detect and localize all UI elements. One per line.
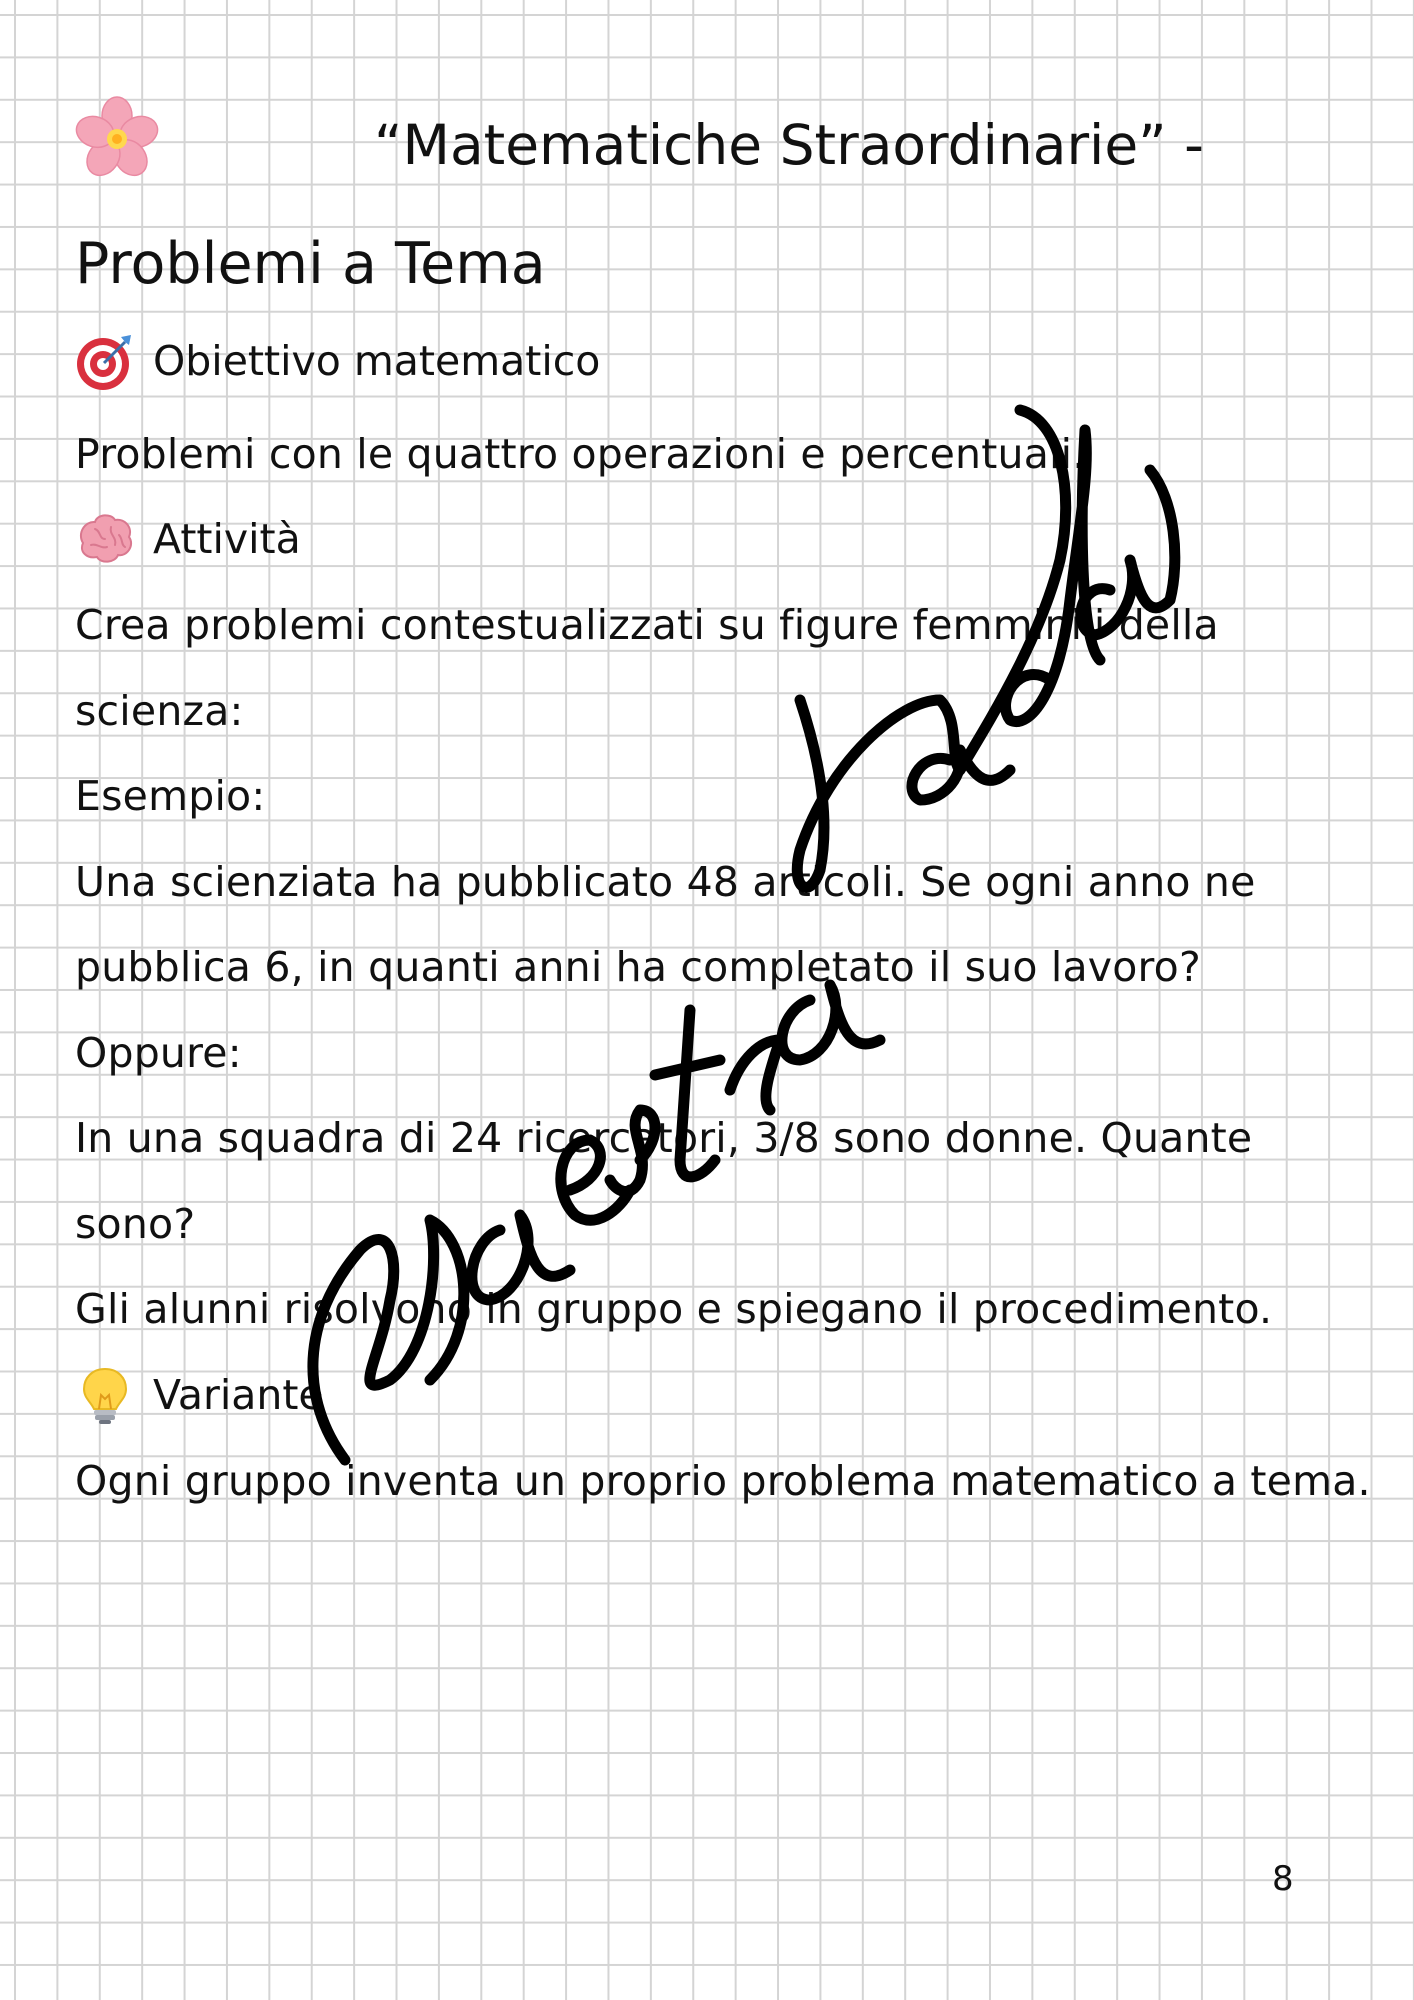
page-title-line1: “Matematiche Straordinarie” - xyxy=(374,113,1204,177)
activity-line: Crea problemi contestualizzati su figure femminili della xyxy=(75,601,1219,649)
title-icon xyxy=(72,94,162,184)
variant-text: Ogni gruppo inventa un proprio problema matematico a tema. xyxy=(75,1457,1371,1505)
variant-heading-label: Variante xyxy=(153,1370,324,1419)
objective-heading xyxy=(75,331,600,391)
objective-text: Problemi con le quattro operazioni e percentuali. xyxy=(75,430,1086,478)
activity-line: Esempio: xyxy=(75,772,266,820)
activity-line: Una scienziata ha pubblicato 48 articoli. Se ogni anno ne xyxy=(75,858,1256,906)
activity-line: sono? xyxy=(75,1200,196,1248)
activity-line: Gli alunni risolvono in gruppo e spiegano il procedimento. xyxy=(75,1285,1273,1333)
variant-heading xyxy=(75,1365,324,1425)
light-bulb-icon xyxy=(75,1365,135,1425)
activity-line: scienza: xyxy=(75,687,244,735)
activity-line: pubblica 6, in quanti anni ha completato il suo lavoro? xyxy=(75,943,1201,991)
brain-icon xyxy=(75,509,135,569)
target-icon xyxy=(75,331,135,391)
activity-heading xyxy=(75,509,301,569)
activity-line: Oppure: xyxy=(75,1029,242,1077)
objective-heading-label: Obiettivo matematico xyxy=(153,336,601,385)
activity-line: In una squadra di 24 ricercatori, 3/8 sono donne. Quante xyxy=(75,1114,1253,1162)
page-number: 8 xyxy=(1272,1859,1294,1899)
page-title-line2: Problemi a Tema xyxy=(75,231,546,297)
cherry-blossom-icon xyxy=(72,94,162,184)
activity-heading-label: Attività xyxy=(153,514,301,563)
